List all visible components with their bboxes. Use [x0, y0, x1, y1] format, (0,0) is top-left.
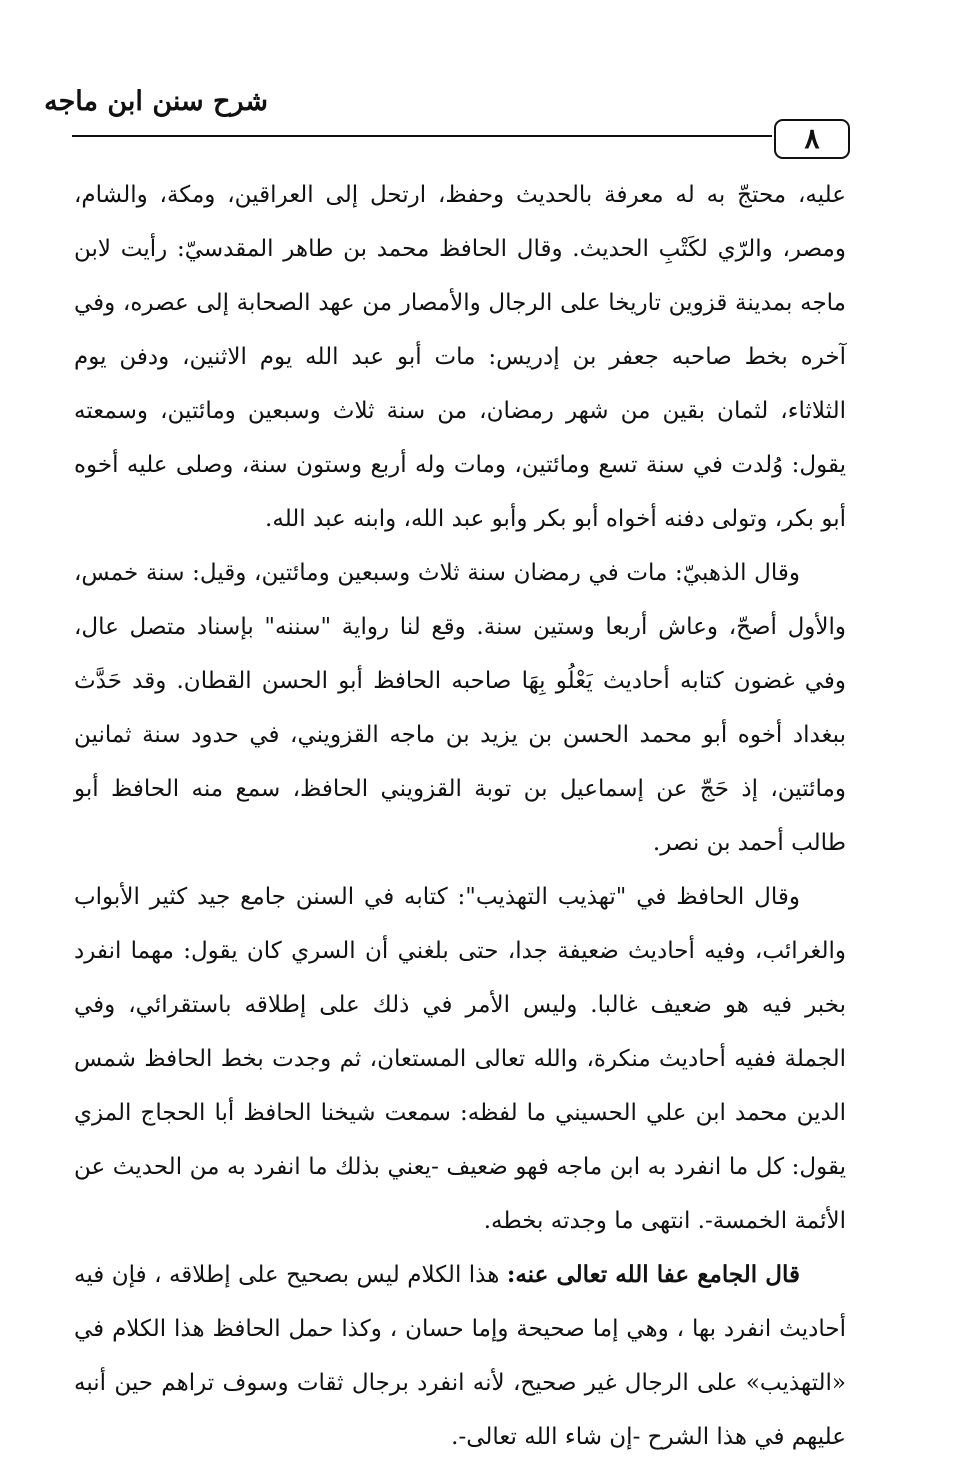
paragraph-2: وقال الذهبيّ: مات في رمضان سنة ثلاث وسبعين ومائتين، وقيل: سنة خمس، والأول أصحّ، وعاش أربعا وستين سنة. وقع لنا رواية "سننه" بإسناد متصل عال، وفي غضون كتابه أحاديث يَعْلُو بِهَا صاحبه الحافظ أبو الحسن القطان. وقد حَدَّث ببغداد أخوه أبو محمد الحسن بن يزيد بن ماجه القزويني، في حدود سنة ثمانين ومائتين، إذ حَجّ عن إسماعيل بن توبة القزويني الحافظ، سمع منه الحافظ أبو طالب أحمد بن نصر. — [74, 560, 846, 856]
running-header-title: شرح سنن ابن ماجه — [44, 86, 268, 117]
compiler-remark-text: هذا الكلام ليس بصحيح على إطلاقه ، فإن فيه أحاديث انفرد بها ، وهي إما صحيحة وإما حسان ، وكذا حمل الحافظ هذا الكلام في «التهذيب» على الرجال غير صحيح، لأنه انفرد برجال ثقات وسوف تراهم حين أنبه عليهم في هذا الشرح -إن شاء الله تعالى-. — [74, 1262, 846, 1450]
paragraph-3: وقال الحافظ في "تهذيب التهذيب": كتابه في السنن جامع جيد كثير الأبواب والغرائب، وفيه أحاديث ضعيفة جدا، حتى بلغني أن السري كان يقول: مهما انفرد بخبر فيه هو ضعيف غالبا. وليس الأمر في ذلك على إطلاقه باستقرائي، وفي الجملة ففيه أحاديث منكرة، والله تعالى المستعان، ثم وجدت بخط الحافظ شمس الدين محمد ابن علي الحسيني ما لفظه: سمعت شيخنا الحافظ أبا الحجاج المزي يقول: كل ما انفرد به ابن ماجه فهو ضعيف -يعني بذلك ما انفرد به من الحديث عن الأئمة الخمسة-. انتهى ما وجدته بخطه. — [74, 884, 846, 1234]
compiler-remark-lead: قال الجامع عفا الله تعالى عنه: — [506, 1261, 800, 1288]
main-text — [74, 168, 846, 1464]
header-rule — [72, 135, 772, 137]
paragraph-4 — [74, 1248, 846, 1464]
page-number: ٨ — [774, 119, 850, 159]
paragraph-1: عليه، محتجّ به له معرفة بالحديث وحفظ، ارتحل إلى العراقين، ومكة، والشام، ومصر، والرّي لكَتْبِ الحديث. وقال الحافظ محمد بن طاهر المقدسيّ: رأيت لابن ماجه بمدينة قزوين تاريخا على الرجال والأمصار من عهد الصحابة إلى عصره، وفي آخره بخط صاحبه جعفر بن إدريس: مات أبو عبد الله يوم الاثنين، ودفن يوم الثلاثاء، لثمان بقين من شهر رمضان، من سنة ثلاث وسبعين ومائتين، وسمعته يقول: وُلدت في سنة تسع ومائتين، ومات وله أربع وستون سنة، وصلى عليه أخوه أبو بكر، وتولى دفنه أخواه أبو بكر وأبو عبد الله، وابنه عبد الله. — [74, 182, 846, 532]
